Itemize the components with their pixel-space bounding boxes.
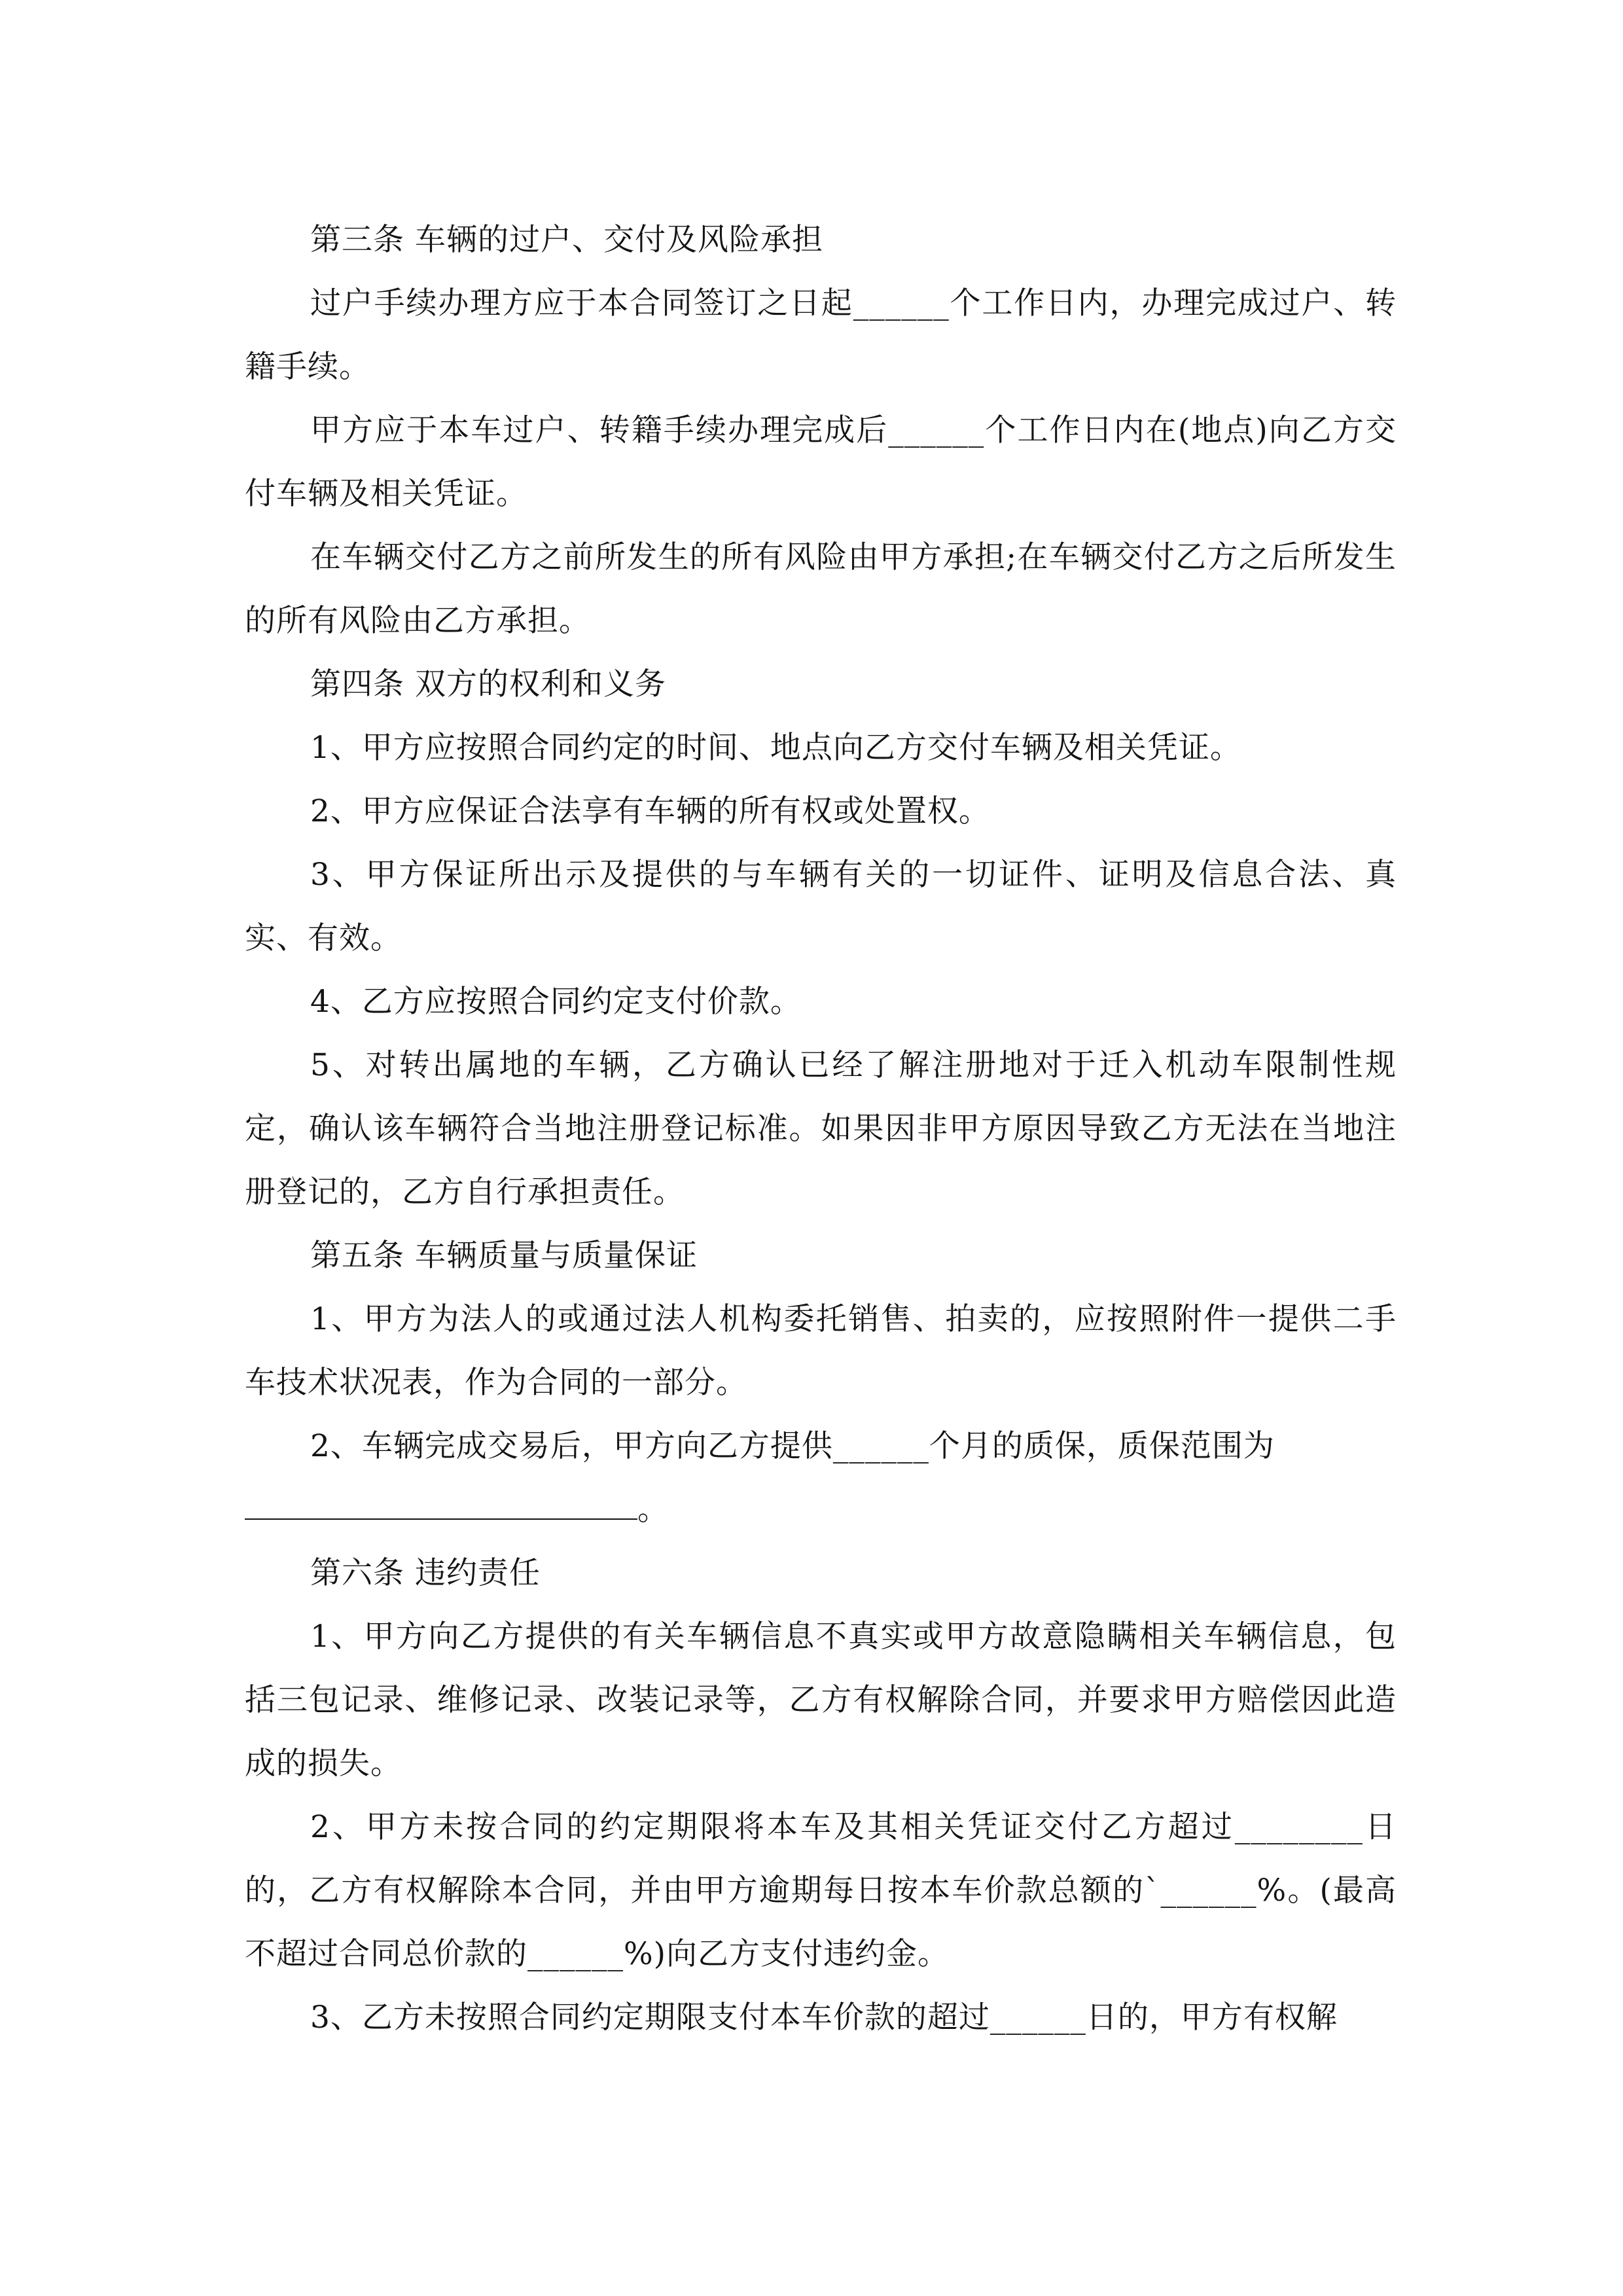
article-5-heading: 第五条 车辆质量与质量保证 bbox=[310, 1238, 698, 1274]
warranty-scope-blank-line bbox=[245, 1478, 1397, 1541]
article-3-clause-transfer: 过户手续办理方应于本合同签订之日起______个工作日内，办理完成过户、转籍手续。 bbox=[245, 285, 1397, 385]
article-3-clause-delivery: 甲方应于本车过户、转籍手续办理完成后______个工作日内在(地点)向乙方交付车辆及相关凭证。 bbox=[245, 412, 1397, 512]
article-4-item-3: 3、甲方保证所出示及提供的与车辆有关的一切证件、证明及信息合法、真实、有效。 bbox=[245, 857, 1397, 956]
article-5-item-1: 1、甲方为法人的或通过法人机构委托销售、拍卖的，应按照附件一提供二手车技术状况表，作为合同的一部分。 bbox=[245, 1301, 1397, 1401]
article-6-item-1: 1、甲方向乙方提供的有关车辆信息不真实或甲方故意隐瞒相关车辆信息，包括三包记录、维修记录、改装记录等，乙方有权解除合同，并要求甲方赔偿因此造成的损失。 bbox=[245, 1619, 1397, 1782]
article-4-heading: 第四条 双方的权利和义务 bbox=[310, 666, 666, 702]
article-4-item-4: 4、乙方应按照合同约定支付价款。 bbox=[310, 984, 802, 1020]
article-6-item-2: 2、甲方未按合同的约定期限将本车及其相关凭证交付乙方超过________日的，乙方有权解除本合同，并由甲方逾期每日按本车价款总额的`______%。(最高不超过合同总价款的______%)向乙方支付违约金。 bbox=[245, 1809, 1397, 1972]
article-4-item-5: 5、对转出属地的车辆，乙方确认已经了解注册地对于迁入机动车限制性规定，确认该车辆符合当地注册登记标准。如果因非甲方原因导致乙方无法在当地注册登记的，乙方自行承担责任。 bbox=[245, 1047, 1397, 1210]
article-4-item-1: 1、甲方应按照合同约定的时间、地点向乙方交付车辆及相关凭证。 bbox=[310, 730, 1241, 766]
article-4-item-2: 2、甲方应保证合法享有车辆的所有权或处置权。 bbox=[310, 793, 990, 829]
article-3-heading: 第三条 车辆的过户、交付及风险承担 bbox=[310, 222, 823, 258]
article-6-item-3: 3、乙方未按照合同约定期限支付本车价款的超过______日的，甲方有权解 bbox=[310, 2000, 1338, 2036]
fill-in-underline bbox=[245, 1492, 637, 1520]
article-5-item-2: 2、车辆完成交易后，甲方向乙方提供______个月的质保，质保范围为 bbox=[310, 1428, 1275, 1464]
article-6-heading: 第六条 违约责任 bbox=[310, 1555, 541, 1591]
contract-text bbox=[245, 208, 1397, 2049]
warranty-scope-end-mark: 。 bbox=[637, 1492, 669, 1528]
article-3-clause-risk: 在车辆交付乙方之前所发生的所有风险由甲方承担;在车辆交付乙方之后所发生的所有风险由乙方承担。 bbox=[245, 539, 1397, 639]
